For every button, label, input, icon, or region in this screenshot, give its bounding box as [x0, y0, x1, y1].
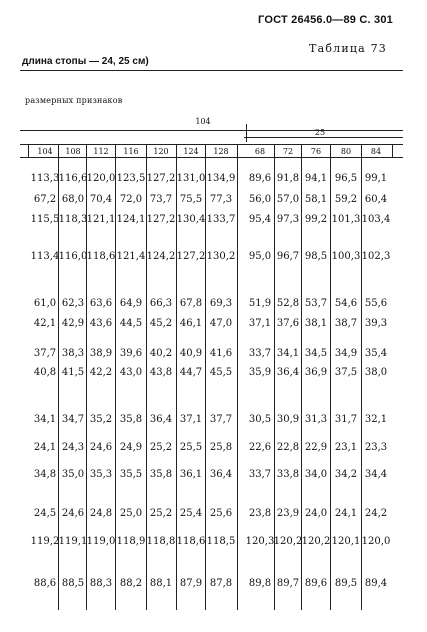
- table-cell: 67,8: [179, 298, 203, 309]
- table-cell: 95,0: [248, 251, 272, 262]
- column-divider: [392, 144, 393, 157]
- table-cell: 31,7: [334, 414, 358, 425]
- table-cell: 89,6: [304, 578, 328, 589]
- table-cell: 34,9: [334, 348, 358, 359]
- table-cell: 88,5: [61, 578, 85, 589]
- body-column-divider: [237, 158, 238, 610]
- table-cell: 99,1: [364, 173, 388, 184]
- table-cell: 99,2: [304, 214, 328, 225]
- column-divider: [28, 144, 29, 157]
- table-cell: 87,9: [179, 578, 203, 589]
- table-cell: 23,8: [248, 508, 272, 519]
- table-cell: 113,3: [30, 173, 60, 184]
- column-divider: [115, 144, 116, 157]
- table-cell: 22,6: [248, 442, 272, 453]
- table-cell: 40,2: [149, 348, 173, 359]
- table-cell: 36,4: [149, 414, 173, 425]
- table-cell: 36,4: [209, 469, 233, 480]
- table-cell: 89,8: [248, 578, 272, 589]
- column-divider: [176, 144, 177, 157]
- table-cell: 25,8: [209, 442, 233, 453]
- table-cell: 40,8: [33, 367, 57, 378]
- table-cell: 24,8: [89, 508, 113, 519]
- column-header: 72: [282, 147, 294, 156]
- table-cell: 57,0: [276, 194, 300, 205]
- table-cell: 35,3: [89, 469, 113, 480]
- table-cell: 124,2: [146, 251, 176, 262]
- table-cell: 89,4: [364, 578, 388, 589]
- table-cell: 25,4: [179, 508, 203, 519]
- table-cell: 131,0: [176, 173, 206, 184]
- table-cell: 43,0: [119, 367, 143, 378]
- table-cell: 35,8: [149, 469, 173, 480]
- table-cell: 38,7: [334, 318, 358, 329]
- table-cell: 25,5: [179, 442, 203, 453]
- table-cell: 123,5: [116, 173, 146, 184]
- table-cell: 24,1: [33, 442, 57, 453]
- table-cell: 69,3: [209, 298, 233, 309]
- table-cell: 36,9: [304, 367, 328, 378]
- table-cell: 101,3: [331, 214, 361, 225]
- table-cell: 63,6: [89, 298, 113, 309]
- table-cell: 96,5: [334, 173, 358, 184]
- table-cell: 133,7: [206, 214, 236, 225]
- table-cell: 130,4: [176, 214, 206, 225]
- table-cell: 33,7: [248, 469, 272, 480]
- table-cell: 39,3: [364, 318, 388, 329]
- table-cell: 32,1: [364, 414, 388, 425]
- header-rule-3: [20, 157, 403, 158]
- table-cell: 55,6: [364, 298, 388, 309]
- table-cell: 77,3: [209, 194, 233, 205]
- table-cell: 120,3: [245, 536, 275, 547]
- table-cell: 38,9: [89, 348, 113, 359]
- table-cell: 88,2: [119, 578, 143, 589]
- table-cell: 37,1: [248, 318, 272, 329]
- table-cell: 35,4: [364, 348, 388, 359]
- table-cell: 24,6: [61, 508, 85, 519]
- table-cell: 38,1: [304, 318, 328, 329]
- column-header: 108: [65, 147, 81, 156]
- table-cell: 96,7: [276, 251, 300, 262]
- table-cell: 124,1: [116, 214, 146, 225]
- column-divider: [86, 144, 87, 157]
- table-cell: 68,0: [61, 194, 85, 205]
- table-cell: 89,7: [276, 578, 300, 589]
- group-separator: [246, 124, 247, 142]
- table-cell: 118,5: [206, 536, 236, 547]
- table-cell: 41,5: [61, 367, 85, 378]
- table-cell: 121,4: [116, 251, 146, 262]
- column-divider: [58, 144, 59, 157]
- table-title: Таблица 73: [309, 42, 387, 55]
- table-cell: 95,4: [248, 214, 272, 225]
- table-cell: 118,6: [86, 251, 116, 262]
- column-divider: [146, 144, 147, 157]
- table-cell: 72,0: [119, 194, 143, 205]
- table-subtitle: длина стопы — 24, 25 см): [22, 56, 149, 67]
- table-cell: 103,4: [361, 214, 391, 225]
- table-cell: 37,6: [276, 318, 300, 329]
- table-cell: 38,0: [364, 367, 388, 378]
- header-rule-1: [20, 130, 403, 131]
- table-cell: 121,1: [86, 214, 116, 225]
- table-cell: 58,1: [304, 194, 328, 205]
- table-cell: 45,2: [149, 318, 173, 329]
- table-cell: 119,1: [58, 536, 88, 547]
- table-cell: 116,0: [58, 251, 88, 262]
- table-cell: 34,0: [304, 469, 328, 480]
- table-cell: 42,1: [33, 318, 57, 329]
- table-cell: 119,2: [30, 536, 60, 547]
- table-cell: 45,5: [209, 367, 233, 378]
- dimensions-label: размерных признаков: [25, 96, 123, 105]
- table-cell: 120,2: [273, 536, 303, 547]
- table-cell: 44,7: [179, 367, 203, 378]
- table-cell: 52,8: [276, 298, 300, 309]
- table-cell: 23,9: [276, 508, 300, 519]
- table-cell: 34,1: [33, 414, 57, 425]
- table-cell: 89,5: [334, 578, 358, 589]
- group-label-25: 25: [314, 128, 326, 137]
- column-header: 84: [370, 147, 382, 156]
- table-cell: 37,5: [334, 367, 358, 378]
- table-cell: 34,4: [364, 469, 388, 480]
- table-cell: 38,3: [61, 348, 85, 359]
- group-rule-25: [244, 137, 403, 138]
- table-cell: 118,8: [146, 536, 176, 547]
- table-cell: 23,3: [364, 442, 388, 453]
- table-cell: 34,1: [276, 348, 300, 359]
- table-cell: 118,3: [58, 214, 88, 225]
- table-cell: 61,0: [33, 298, 57, 309]
- table-cell: 35,5: [119, 469, 143, 480]
- table-cell: 24,6: [89, 442, 113, 453]
- table-cell: 120,0: [86, 173, 116, 184]
- column-header: 124: [183, 147, 199, 156]
- table-cell: 87,8: [209, 578, 233, 589]
- table-cell: 120,1: [331, 536, 361, 547]
- table-cell: 94,1: [304, 173, 328, 184]
- table-cell: 25,6: [209, 508, 233, 519]
- table-cell: 127,2: [176, 251, 206, 262]
- table-cell: 47,0: [209, 318, 233, 329]
- column-divider: [274, 144, 275, 157]
- table-cell: 120,2: [301, 536, 331, 547]
- column-header: 68: [254, 147, 266, 156]
- table-cell: 54,6: [334, 298, 358, 309]
- column-divider: [330, 144, 331, 157]
- table-cell: 34,5: [304, 348, 328, 359]
- table-cell: 46,1: [179, 318, 203, 329]
- table-cell: 127,2: [146, 173, 176, 184]
- column-divider: [361, 144, 362, 157]
- table-cell: 35,9: [248, 367, 272, 378]
- table-cell: 70,4: [89, 194, 113, 205]
- table-cell: 37,7: [33, 348, 57, 359]
- table-cell: 118,6: [176, 536, 206, 547]
- table-cell: 37,1: [179, 414, 203, 425]
- table-cell: 75,5: [179, 194, 203, 205]
- table-cell: 98,5: [304, 251, 328, 262]
- table-cell: 34,2: [334, 469, 358, 480]
- column-divider: [301, 144, 302, 157]
- table-cell: 67,2: [33, 194, 57, 205]
- table-cell: 102,3: [361, 251, 391, 262]
- top-rule: [20, 70, 403, 71]
- table-cell: 33,8: [276, 469, 300, 480]
- table-cell: 59,2: [334, 194, 358, 205]
- table-cell: 30,5: [248, 414, 272, 425]
- table-cell: 25,0: [119, 508, 143, 519]
- table-cell: 25,2: [149, 442, 173, 453]
- table-cell: 73,7: [149, 194, 173, 205]
- table-cell: 66,3: [149, 298, 173, 309]
- table-cell: 35,0: [61, 469, 85, 480]
- table-cell: 22,9: [304, 442, 328, 453]
- table-cell: 31,3: [304, 414, 328, 425]
- table-cell: 97,3: [276, 214, 300, 225]
- table-cell: 24,1: [334, 508, 358, 519]
- table-cell: 42,9: [61, 318, 85, 329]
- table-cell: 24,5: [33, 508, 57, 519]
- table-cell: 30,9: [276, 414, 300, 425]
- table-cell: 64,9: [119, 298, 143, 309]
- column-header: 76: [310, 147, 322, 156]
- table-cell: 89,6: [248, 173, 272, 184]
- column-divider: [205, 144, 206, 157]
- table-cell: 37,7: [209, 414, 233, 425]
- table-cell: 113,4: [30, 251, 60, 262]
- table-cell: 88,6: [33, 578, 57, 589]
- table-cell: 56,0: [248, 194, 272, 205]
- table-cell: 36,1: [179, 469, 203, 480]
- table-cell: 41,6: [209, 348, 233, 359]
- table-cell: 23,1: [334, 442, 358, 453]
- table-cell: 34,8: [33, 469, 57, 480]
- table-cell: 42,2: [89, 367, 113, 378]
- column-header: 80: [340, 147, 352, 156]
- table-cell: 43,6: [89, 318, 113, 329]
- table-cell: 34,7: [61, 414, 85, 425]
- table-cell: 60,4: [364, 194, 388, 205]
- table-cell: 88,3: [89, 578, 113, 589]
- table-cell: 43,8: [149, 367, 173, 378]
- table-cell: 39,6: [119, 348, 143, 359]
- column-header: 128: [213, 147, 229, 156]
- table-cell: 35,2: [89, 414, 113, 425]
- column-header: 104: [37, 147, 53, 156]
- table-cell: 100,3: [331, 251, 361, 262]
- table-cell: 24,3: [61, 442, 85, 453]
- table-cell: 36,4: [276, 367, 300, 378]
- table-cell: 44,5: [119, 318, 143, 329]
- table-cell: 91,8: [276, 173, 300, 184]
- table-cell: 119,0: [86, 536, 116, 547]
- column-header: 116: [123, 147, 139, 156]
- table-cell: 88,1: [149, 578, 173, 589]
- column-header: 112: [93, 147, 109, 156]
- table-cell: 35,8: [119, 414, 143, 425]
- standard-header: ГОСТ 26456.0—89 С. 301: [258, 14, 393, 26]
- table-cell: 25,2: [149, 508, 173, 519]
- table-cell: 130,2: [206, 251, 236, 262]
- table-cell: 120,0: [361, 536, 391, 547]
- table-cell: 24,9: [119, 442, 143, 453]
- table-cell: 24,2: [364, 508, 388, 519]
- group-label-104: 104: [195, 117, 211, 126]
- table-cell: 24,0: [304, 508, 328, 519]
- table-cell: 51,9: [248, 298, 272, 309]
- column-divider: [237, 144, 238, 157]
- table-cell: 134,9: [206, 173, 236, 184]
- table-cell: 33,7: [248, 348, 272, 359]
- table-cell: 40,9: [179, 348, 203, 359]
- column-header: 120: [153, 147, 169, 156]
- table-cell: 127,2: [146, 214, 176, 225]
- header-rule-2: [20, 144, 403, 145]
- table-cell: 118,9: [116, 536, 146, 547]
- table-cell: 22,8: [276, 442, 300, 453]
- table-cell: 62,3: [61, 298, 85, 309]
- table-cell: 115,5: [30, 214, 60, 225]
- table-cell: 53,7: [304, 298, 328, 309]
- table-cell: 116,6: [58, 173, 88, 184]
